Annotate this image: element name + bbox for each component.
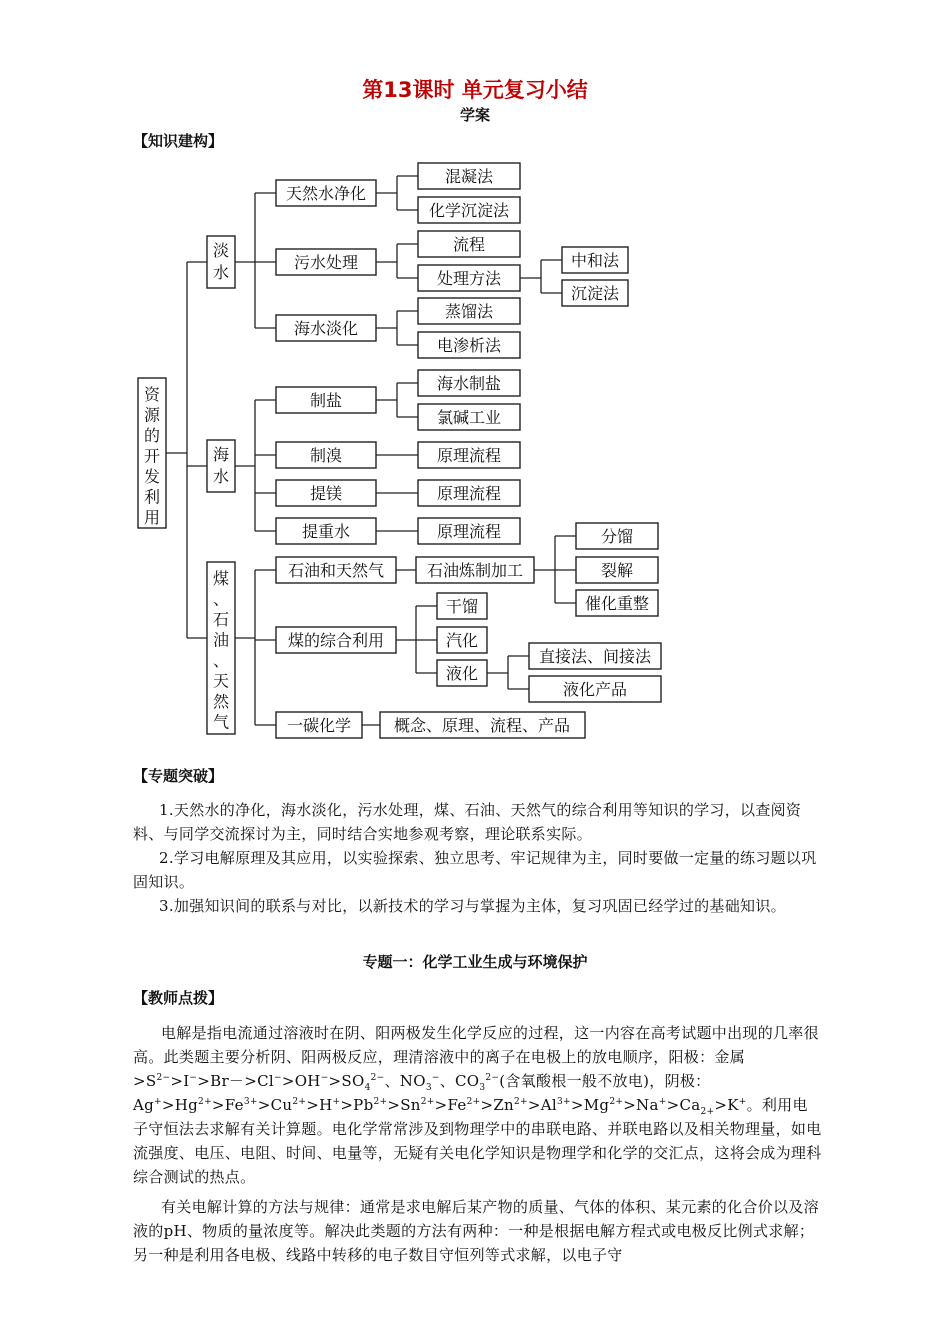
svg-text:提重水: 提重水 [301,522,351,541]
svg-text:混凝法: 混凝法 [444,167,494,186]
section-breakthrough-heading: 【专题突破】 [133,767,224,785]
svg-text:煤的综合利用: 煤的综合利用 [287,631,385,650]
svg-text:直接法、间接法: 直接法、间接法 [538,647,652,666]
svg-text:汽化: 汽化 [445,631,479,650]
svg-text:蒸馏法: 蒸馏法 [444,302,494,321]
svg-text:石油和天然气: 石油和天然气 [287,561,385,580]
paragraph-electrolysis: 电解是指电流通过溶液时在阴、阳两极发生化学反应的过程，这一内容在高考试题中出现的几率很高。此类题主要分析阴、阳两极反应，理清溶液中的离子在电极上的放电顺序，阳极：金属$>S^{2-}>I^->Br->Cl^->OH^->SO_4^{2-}$、$NO_3^-$、$CO_3^{2-}$(含氧酸根一般不放电)，阴极：$Ag^+>Hg^{2+}>Fe^{3+}>Cu^{2+}>H^+>Pb^{2+}>Sn^{2+}>Fe^{2+}>Zn^{2+}>Al^{3+}>Mg^{2+}>Na^+>Ca_{2+}>K^+$。利用电子守恒法去求解有关计算题。电化学常常涉及到物理学中的串联电路、并联电路以及相关物理量，如电流强度、电压、电阻、时间、电量等，无疑有关电化学知识是物理学和化学的交汇点，这将会成为理科综合测试的热点。 [133,1024,822,1186]
svg-text:化学沉淀法: 化学沉淀法 [428,201,510,220]
svg-text:干馏: 干馏 [445,597,479,616]
branch-fresh-label: 淡水 [212,241,230,282]
svg-text:中和法: 中和法 [570,251,620,270]
svg-text:海水淡化: 海水淡化 [293,319,359,338]
point-3: 3.加强知识间的联系与对比，以新技术的学习与掌握为主体，复习巩固已经学过的基础知识。 [159,897,786,915]
paragraph-calc-method: 有关电解计算的方法与规律：通常是求电解后某产物的质量、气体的体积、某元素的化合价以及溶液的pH、物质的量浓度等。解决此类题的方法有两种：一种是根据电解方程式或电极反比例式求解；另一种是利用各电极、线路中转移的电子数目守恒列等式求解，以电子守 [133,1198,819,1264]
svg-text:液化: 液化 [445,664,479,683]
section-knowledge-heading: 【知识建构】 [133,132,224,150]
knowledge-tree-diagram [0,150,950,750]
svg-text:处理方法: 处理方法 [436,269,502,288]
svg-text:原理流程: 原理流程 [436,446,502,465]
root-label: 资源的开发利用 [143,385,161,527]
svg-text:电渗析法: 电渗析法 [436,336,502,355]
branch-sea-label: 海水 [212,445,230,486]
svg-text:沉淀法: 沉淀法 [570,284,620,303]
svg-text:裂解: 裂解 [600,561,634,580]
svg-text:分馏: 分馏 [600,527,634,546]
svg-text:天然水净化: 天然水净化 [285,184,367,203]
point-2: 2.学习电解原理及其应用，以实验探索、独立思考、牢记规律为主，同时要做一定量的练习题以巩固知识。 [133,849,817,891]
topic-1-heading: 专题一：化学工业生成与环境保护 [362,953,588,971]
svg-text:原理流程: 原理流程 [436,522,502,541]
svg-text:提镁: 提镁 [309,484,343,503]
svg-text:制盐: 制盐 [309,391,343,410]
page-title: 第13课时 单元复习小结 [362,78,588,102]
svg-text:流程: 流程 [452,235,486,254]
svg-text:石油炼制加工: 石油炼制加工 [426,561,524,580]
branch-fuel-label: 煤、石油、天然气 [212,569,230,732]
svg-text:氯碱工业: 氯碱工业 [436,408,502,427]
svg-text:原理流程: 原理流程 [436,484,502,503]
svg-text:概念、原理、流程、产品: 概念、原理、流程、产品 [393,716,571,735]
section-teacher-heading: 【教师点拨】 [133,989,224,1007]
svg-text:催化重整: 催化重整 [584,594,650,613]
svg-text:污水处理: 污水处理 [293,253,359,272]
svg-text:一碳化学: 一碳化学 [286,716,352,735]
page-subtitle: 学案 [459,106,490,124]
svg-text:制溴: 制溴 [309,446,343,465]
svg-text:海水制盐: 海水制盐 [436,374,502,393]
point-1: 1.天然水的净化，海水淡化，污水处理，煤、石油、天然气的综合利用等知识的学习，以查阅资料、与同学交流探讨为主，同时结合实地参观考察，理论联系实际。 [133,801,802,843]
svg-text:液化产品: 液化产品 [562,680,628,699]
